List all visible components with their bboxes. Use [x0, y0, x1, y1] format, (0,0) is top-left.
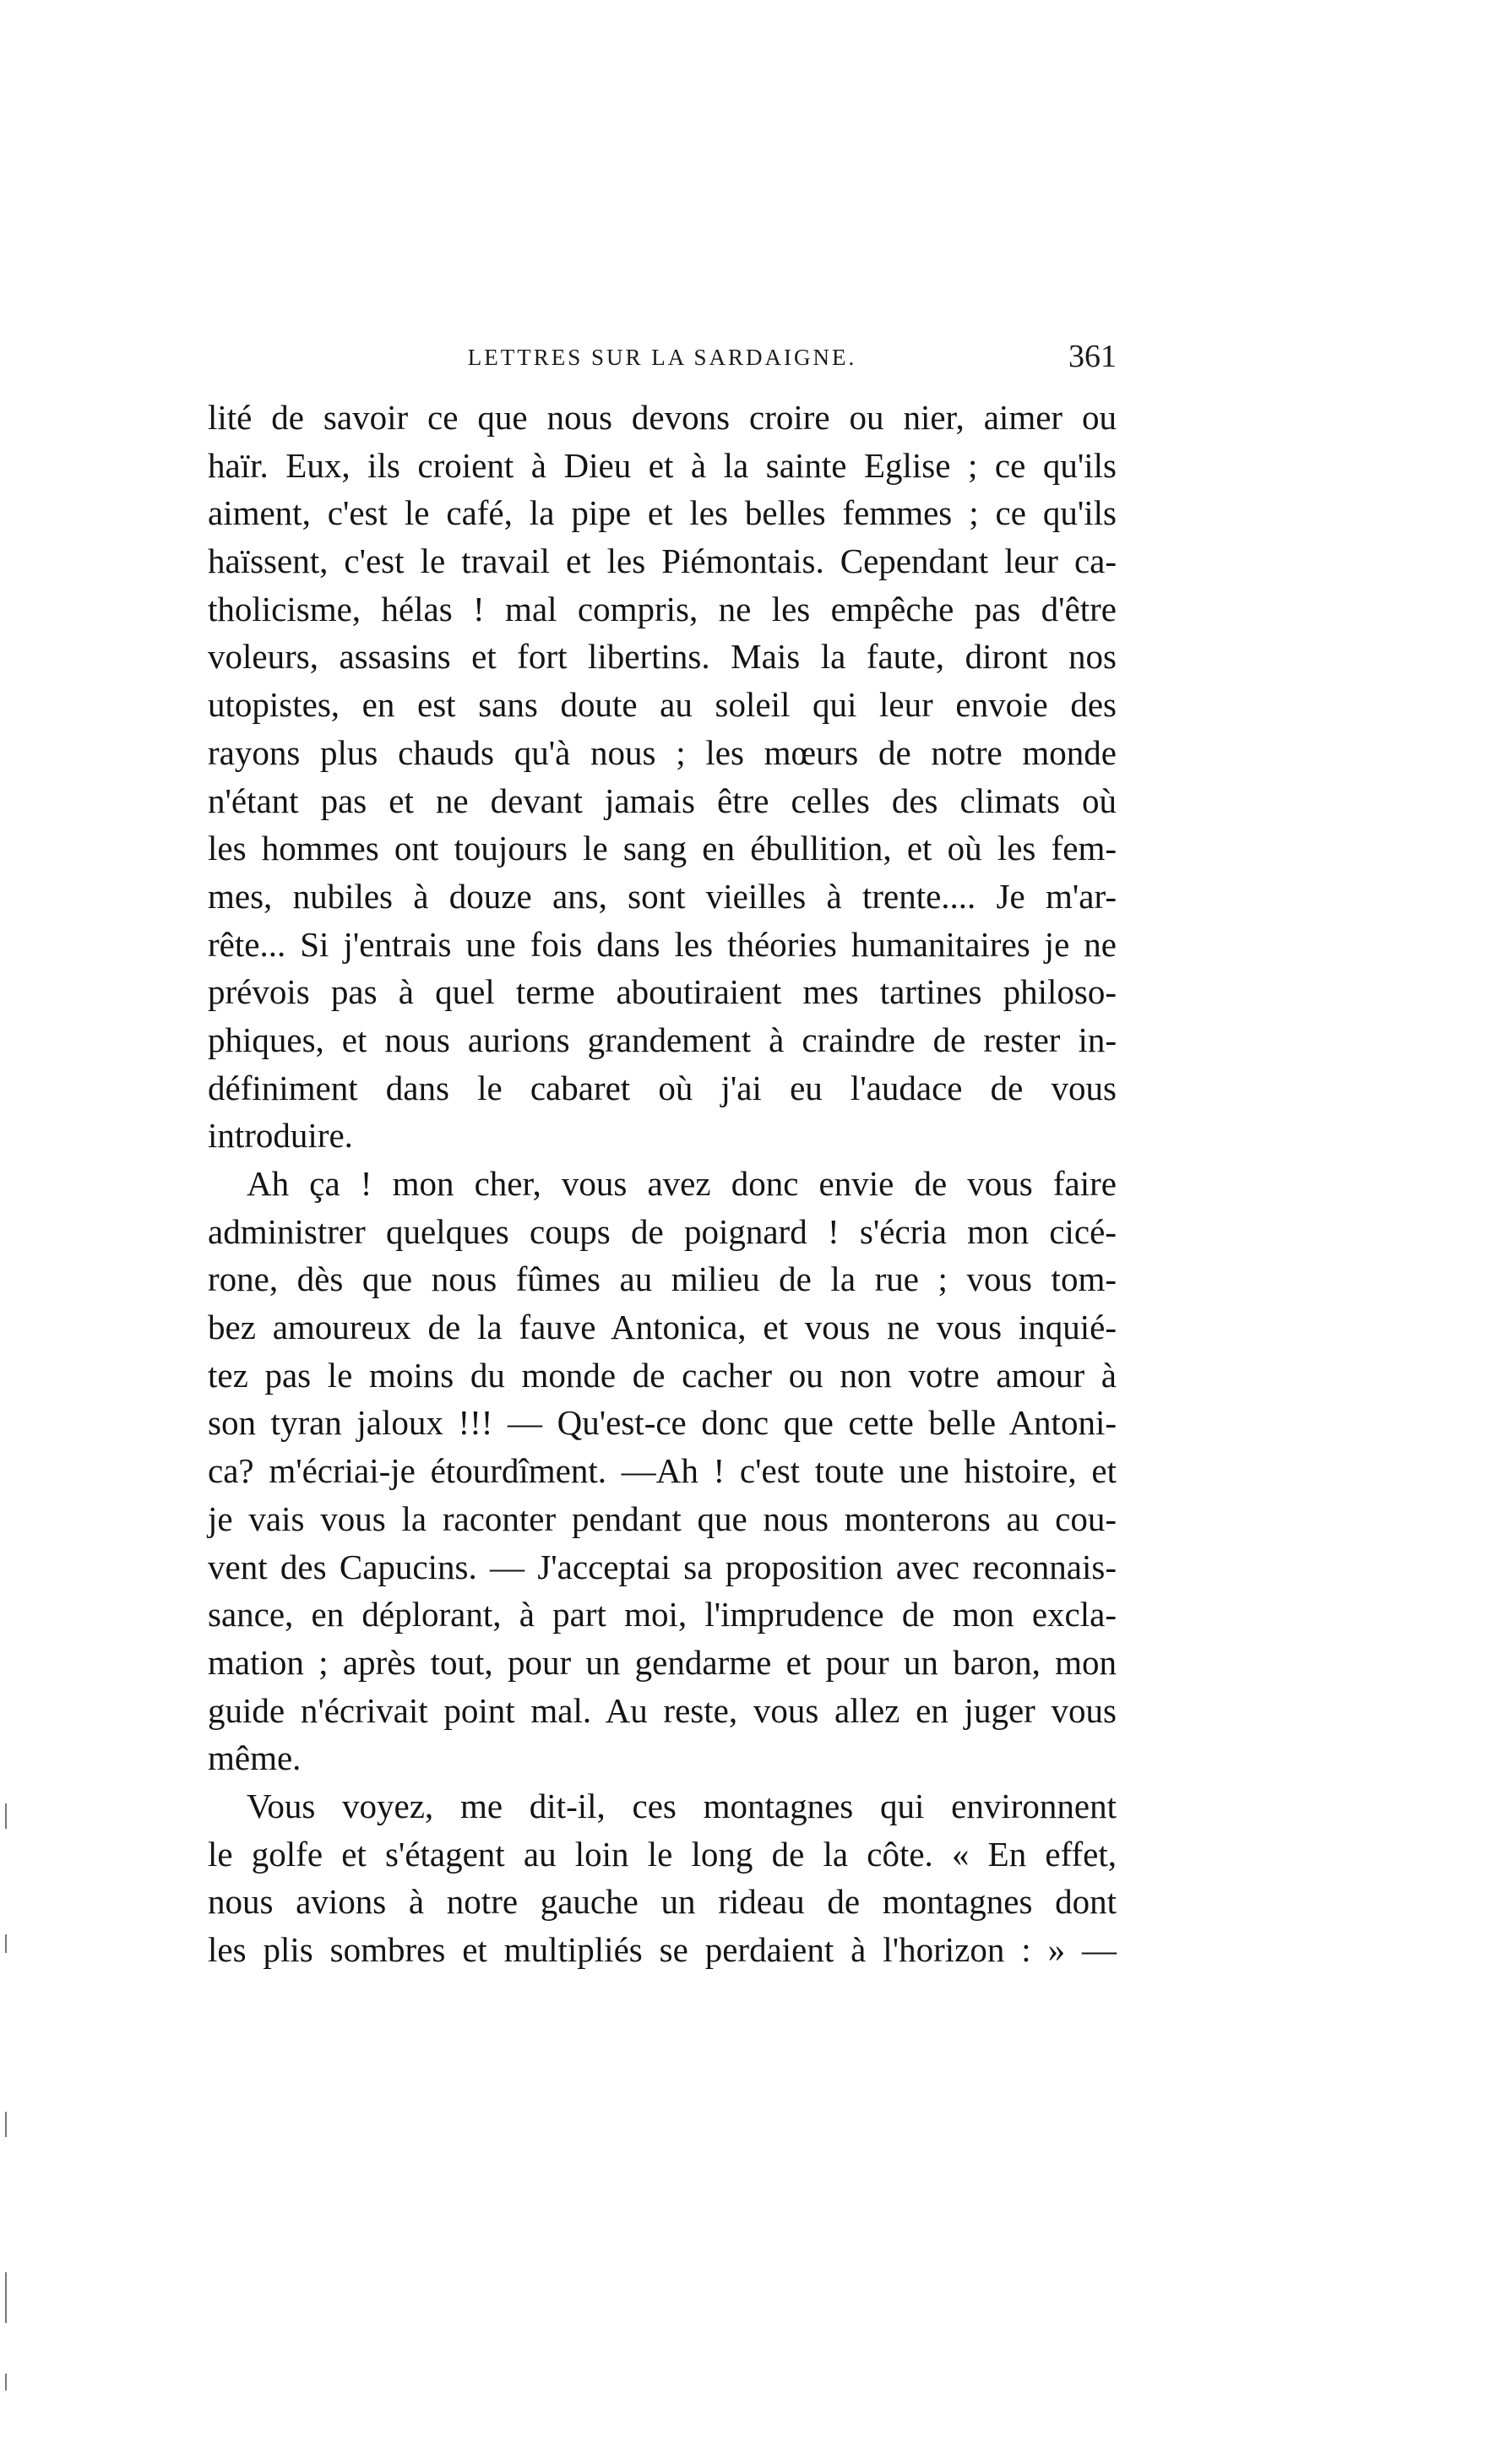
- text-line: définiment dans le cabaret où j'ai eu l'audace de vous: [208, 1068, 1117, 1107]
- text-line: son tyran jaloux !!! — Qu'est-ce donc que cette belle Antoni-: [208, 1403, 1117, 1443]
- text-line: mation ; après tout, pour un gendarme et pour un baron, mon: [208, 1642, 1117, 1682]
- scan-margin-mark: [5, 2374, 7, 2391]
- paragraph: [208, 1160, 1117, 1782]
- text-line: ca? m'écriai-je étourdîment. —Ah ! c'est toute une histoire, et: [208, 1451, 1117, 1491]
- text-line: vent des Capucins. — J'acceptai sa proposition avec reconnais-: [208, 1547, 1117, 1586]
- text-line: tholicisme, hélas ! mal compris, ne les empêche pas d'être: [208, 589, 1117, 628]
- paragraph: [208, 1782, 1117, 1974]
- text-line: mes, nubiles à douze ans, sont vieilles à trente.... Je m'ar-: [208, 876, 1117, 916]
- running-head-title: LETTRES SUR LA SARDAIGNE.: [467, 345, 857, 370]
- text-line: prévois pas à quel terme aboutiraient mes tartines philoso-: [208, 972, 1117, 1012]
- text-line: haïr. Eux, ils croient à Dieu et à la sainte Eglise ; ce qu'ils: [208, 445, 1117, 485]
- text-line: les plis sombres et multipliés se perdaient à l'horizon : » —: [208, 1930, 1117, 1969]
- text-line: haïssent, c'est le travail et les Piémontais. Cependant leur ca-: [208, 541, 1117, 581]
- page-number: 361: [1068, 339, 1117, 374]
- text-line: nous avions à notre gauche un rideau de montagnes dont: [208, 1882, 1117, 1922]
- text-line: tez pas le moins du monde de cacher ou non votre amour à: [208, 1355, 1117, 1395]
- text-line: n'étant pas et ne devant jamais être celles des climats où: [208, 781, 1117, 820]
- text-line: le golfe et s'étagent au loin le long de la côte. « En effet,: [208, 1834, 1117, 1874]
- paragraph: [208, 394, 1117, 1160]
- text-line: même.: [208, 1738, 302, 1778]
- text-line: voleurs, assasins et fort libertins. Mais la faute, diront nos: [208, 637, 1117, 677]
- text-line: je vais vous la raconter pendant que nous monterons au cou-: [208, 1499, 1117, 1538]
- scan-margin-mark: [5, 1934, 7, 1953]
- text-line: introduire.: [208, 1116, 353, 1156]
- text-line: utopistes, en est sans doute au soleil qui leur envoie des: [208, 685, 1117, 725]
- scan-margin-mark: [5, 1803, 7, 1829]
- text-line: Vous voyez, me dit-il, ces montagnes qui environnent: [247, 1786, 1117, 1825]
- text-line: administrer quelques coups de poignard ! s'écria mon cicé-: [208, 1211, 1117, 1251]
- text-line: bez amoureux de la fauve Antonica, et vous ne vous inquié-: [208, 1308, 1117, 1347]
- text-line: rone, dès que nous fûmes au milieu de la rue ; vous tom-: [208, 1259, 1117, 1299]
- scan-margin-mark: [5, 2272, 7, 2323]
- text-line: lité de savoir ce que nous devons croire ou nier, aimer ou: [208, 398, 1117, 437]
- text-line: guide n'écrivait point mal. Au reste, vous allez en juger vous: [208, 1690, 1117, 1730]
- body-text: [208, 394, 1117, 1974]
- text-line: phiques, et nous aurions grandement à craindre de rester in-: [208, 1020, 1117, 1059]
- text-line: aiment, c'est le café, la pipe et les belles femmes ; ce qu'ils: [208, 493, 1117, 533]
- text-line: sance, en déplorant, à part moi, l'imprudence de mon excla-: [208, 1595, 1117, 1635]
- text-line: Ah ça ! mon cher, vous avez donc envie de vous faire: [247, 1164, 1117, 1203]
- text-line: rayons plus chauds qu'à nous ; les mœurs de notre monde: [208, 732, 1117, 772]
- running-head: [208, 338, 1117, 380]
- text-line: les hommes ont toujours le sang en ébullition, et où les fem-: [208, 829, 1117, 868]
- text-line: rête... Si j'entrais une fois dans les théories humanitaires je ne: [208, 924, 1117, 964]
- scan-margin-mark: [5, 2112, 7, 2137]
